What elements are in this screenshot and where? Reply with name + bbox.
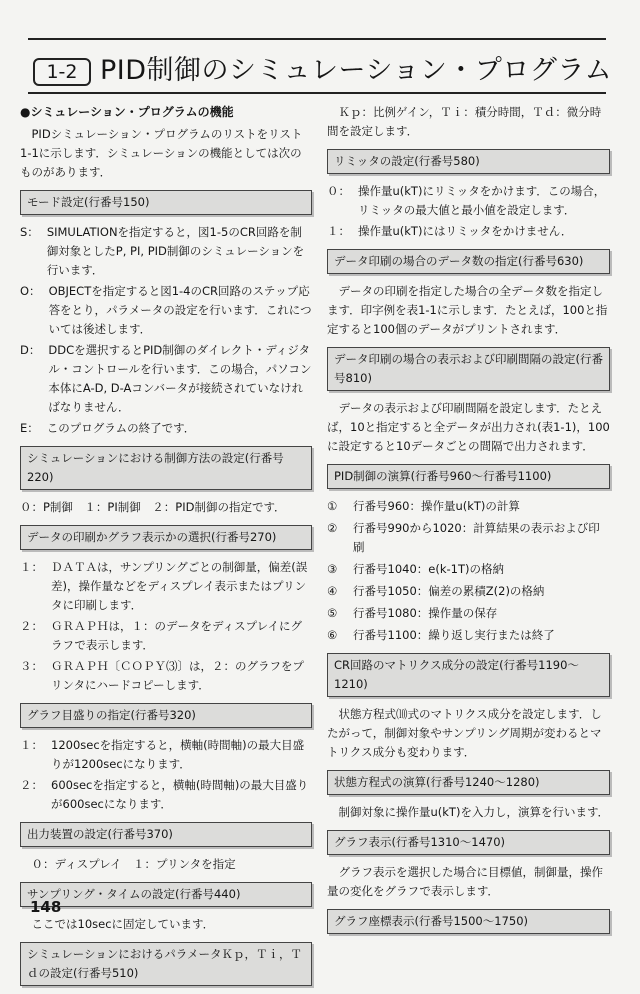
state-equation-heading: 状態方程式の演算(行番号1240〜1280) [327, 770, 610, 795]
print-interval-text: データの表示および印刷間隔を設定します．たとえば，10と指定すると全データが出力され(表1-1)，100に設定すると10データごとの間隔で出力されます． [327, 401, 610, 453]
print-or-graph-heading: データの印刷かグラフ表示かの選択(行番号270) [20, 525, 312, 550]
pid-computation-heading: PID制御の演算(行番号960〜行番号1100) [327, 464, 610, 489]
item-text: DDCを選択するとPID制御のダイレクト・ディジタル・コントロールを行います．この場合，パソコン本体にA-D, D-Aコンバータが接続されていなければなりません． [48, 343, 312, 414]
parameter-heading: シミュレーションにおけるパラメータＫｐ，Ｔｉ，Ｔｄの設定(行番号510) [20, 942, 312, 986]
matrix-text: 状態方程式⑽式のマトリクス成分を設定します．したがって，制御対象やサンプリング周期が変わるとマトリクス成分も変わります． [327, 707, 602, 759]
item-text: 行番号990から1020：計算結果の表示および印刷 [353, 521, 600, 554]
item-text: 行番号1080：操作量の保存 [353, 606, 498, 620]
item-key: E： [20, 421, 39, 435]
graph-display-text: グラフ表示を選択した場合に目標値，制御量，操作量の変化をグラフで表示します． [327, 865, 603, 898]
item-text: このプログラムの終了です． [46, 421, 196, 435]
left-column [20, 103, 312, 994]
matrix-heading: CR回路のマトリクス成分の設定(行番号1190〜1210) [327, 653, 610, 697]
list-item [20, 657, 312, 695]
item-key: ２： [20, 619, 43, 633]
list-item [20, 617, 312, 655]
item-text: SIMULATIONを指定すると，図1-5のCR回路を制御対象としたP, PI, PID制御のシミュレーションを行います． [46, 225, 305, 277]
item-text: OBJECTを指定すると図1-4のCR回路のステップ応答をとり，パラメータの設定を行います．これについては後述します． [48, 284, 312, 336]
section-heading: ●シミュレーション・プログラムの機能 [20, 105, 234, 119]
list-item [20, 223, 312, 280]
item-text: 操作量u(kT)にリミッタをかけます．この場合，リミッタの最大値と最小値を設定します． [358, 184, 606, 217]
list-item [327, 182, 610, 220]
item-text: 600secを指定すると，横軸(時間軸)の最大目盛りが600secになります． [51, 778, 309, 811]
item-key: ０： [327, 184, 350, 198]
limiter-heading: リミッタの設定(行番号580) [327, 149, 610, 174]
list-item [327, 604, 610, 623]
top-rule [28, 38, 606, 40]
mode-setting-heading: モード設定(行番号150) [20, 190, 312, 215]
graph-display-heading: グラフ表示(行番号1310〜1470) [327, 830, 610, 855]
parameter-text: Ｋｐ：比例ゲイン，Ｔｉ：積分時間，Ｔｄ：微分時間を設定します． [327, 105, 602, 138]
graph-scale-heading: グラフ目盛りの指定(行番号320) [20, 703, 312, 728]
item-key: O： [20, 284, 41, 298]
item-key: ３： [20, 659, 43, 673]
list-item [20, 736, 312, 774]
item-text: 行番号1050：偏差の累積Z(2)の格納 [353, 584, 545, 598]
item-text: ＤＡＴＡは，サンプリングごとの制御量，偏差(誤差)，操作量などをディスプレイ表示またはプリンタに印刷します． [51, 560, 308, 612]
intro-paragraph: PIDシミュレーション・プログラムのリストをリスト1-1に示します．シミュレーションの機能としては次のものがあります． [20, 127, 303, 179]
control-method-text: ０：P制御 １：PI制御 ２：PID制御の指定です． [20, 500, 286, 514]
list-item [20, 419, 312, 438]
graph-axis-heading: グラフ座標表示(行番号1500〜1750) [327, 909, 610, 934]
data-count-heading: データ印刷の場合のデータ数の指定(行番号630) [327, 249, 610, 274]
output-device-text: ０：ディスプレイ １：プリンタを指定 [31, 857, 236, 871]
item-key: １： [327, 224, 350, 238]
sampling-time-heading: サンプリング・タイムの設定(行番号440) [20, 882, 312, 907]
list-item [20, 282, 312, 339]
data-count-text: データの印刷を指定した場合の全データ数を指定します．印字例を表1-1に示します．たとえば，100と指定すると100個のデータがプリントされます． [327, 284, 608, 336]
item-key: ① [327, 499, 338, 513]
output-device-heading: 出力装置の設定(行番号370) [20, 822, 312, 847]
item-key: １： [20, 738, 43, 752]
item-text: 行番号1100：繰り返し実行または終了 [353, 628, 555, 642]
title-underline [28, 92, 606, 94]
item-text: ＧＲＡＰＨ〔ＣＯＰＹ⑶〕は，２：のグラフをプリンタにハードコピーします． [51, 659, 304, 692]
item-text: 1200secを指定すると，横軸(時間軸)の最大目盛りが1200secになります． [51, 738, 305, 771]
list-item [327, 222, 610, 241]
sampling-time-text: ここでは10secに固定しています． [31, 917, 215, 931]
item-text: ＧＲＡＰＨは，１：のデータをディスプレイにグラフで表示します． [51, 619, 303, 652]
item-text: 行番号960：操作量u(kT)の計算 [353, 499, 520, 513]
item-key: D： [20, 343, 41, 357]
item-key: １： [20, 560, 43, 574]
control-method-heading: シミュレーションにおける制御方法の設定(行番号220) [20, 446, 312, 490]
list-item [327, 560, 610, 579]
page-number: 148 [30, 898, 62, 916]
list-item [20, 776, 312, 814]
item-key: S： [20, 225, 39, 239]
list-item [20, 558, 312, 615]
list-item [20, 341, 312, 417]
item-key: ⑥ [327, 628, 338, 642]
item-text: 操作量u(kT)にはリミッタをかけません． [358, 224, 573, 238]
item-key: ③ [327, 562, 338, 576]
item-text: 行番号1040：e(k-1T)の格納 [353, 562, 504, 576]
state-equation-text: 制御対象に操作量u(kT)を入力し，演算を行います． [338, 805, 610, 819]
item-key: ④ [327, 584, 338, 598]
list-item [327, 519, 610, 557]
item-key: ２： [20, 778, 43, 792]
chapter-number-box: 1-2 [33, 58, 91, 86]
list-item [327, 626, 610, 645]
item-key: ② [327, 521, 338, 535]
right-column [327, 103, 610, 942]
print-interval-heading: データ印刷の場合の表示および印刷間隔の設定(行番号810) [327, 347, 610, 391]
list-item [327, 497, 610, 516]
item-key: ⑤ [327, 606, 338, 620]
chapter-title: PID制御のシミュレーション・プログラム [100, 55, 613, 86]
list-item [327, 582, 610, 601]
